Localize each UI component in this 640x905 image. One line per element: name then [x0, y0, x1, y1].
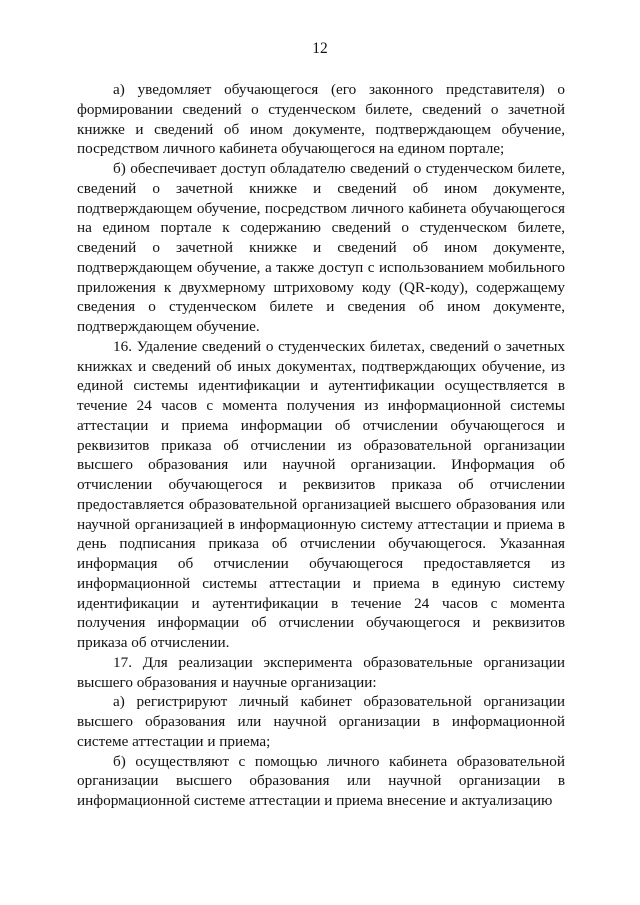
paragraph-16-removal: 16. Удаление сведений о студенческих билетах, сведений о зачетных книжках и сведений об иных документах, подтверждающих обучение, из единой системы идентификации и аутентификации осуществляется в течение 24 часов с момента получения из информационной системы аттестации и приема информации об отчислении обучающегося и реквизитов приказа об отчислении из образовательной организации высшего образования или научной организации. Информация об отчислении обучающегося и реквизитов приказа об отчислении предоставляется образовательной организацией высшего образования или научной организацией в информационную систему аттестации и приема в день подписания приказа об отчислении обучающегося. Указанная информация об отчислении обучающегося предоставляется из информационной системы аттестации и приема в единую систему идентификации и аутентификации в течение 24 часов с момента получения информации об отчислении обучающегося и реквизитов приказа об отчислении.: [77, 337, 565, 651]
page-number: 12: [312, 40, 328, 57]
paragraph-17-experiment: 17. Для реализации эксперимента образовательные организации высшего образования и научные организации:: [77, 653, 565, 691]
paragraph-a-notify: а) уведомляет обучающегося (его законного представителя) о формировании сведений о студенческом билете, сведений о зачетной книжке и сведений об ином документе, подтверждающем обучение, посредством личного кабинета обучающегося на едином портале;: [77, 81, 565, 158]
paragraph-b-access: б) обеспечивает доступ обладателю сведений о студенческом билете, сведений о зачетной книжке и сведений об ином документе, подтверждающем обучение, посредством личного кабинета обучающегося на едином портале к содержанию сведений о студенческом билете, сведений о зачетной книжке и сведений об ином документе, подтверждающем обучение, а также доступ с использованием мобильного приложения к двухмерному штриховому коду (QR-коду), содержащему сведения о студенческом билете и сведения об ином документе, подтверждающем обучение.: [77, 160, 565, 335]
paragraph-b-update: б) осуществляют с помощью личного кабинета образовательной организации высшего образования или научной организации в информационной системе аттестации и приема внесение и актуализацию: [77, 752, 565, 809]
paragraph-a-register: а) регистрируют личный кабинет образовательной организации высшего образования или научной организации в информационной системе аттестации и приема;: [77, 693, 565, 750]
document-body: [77, 80, 565, 811]
